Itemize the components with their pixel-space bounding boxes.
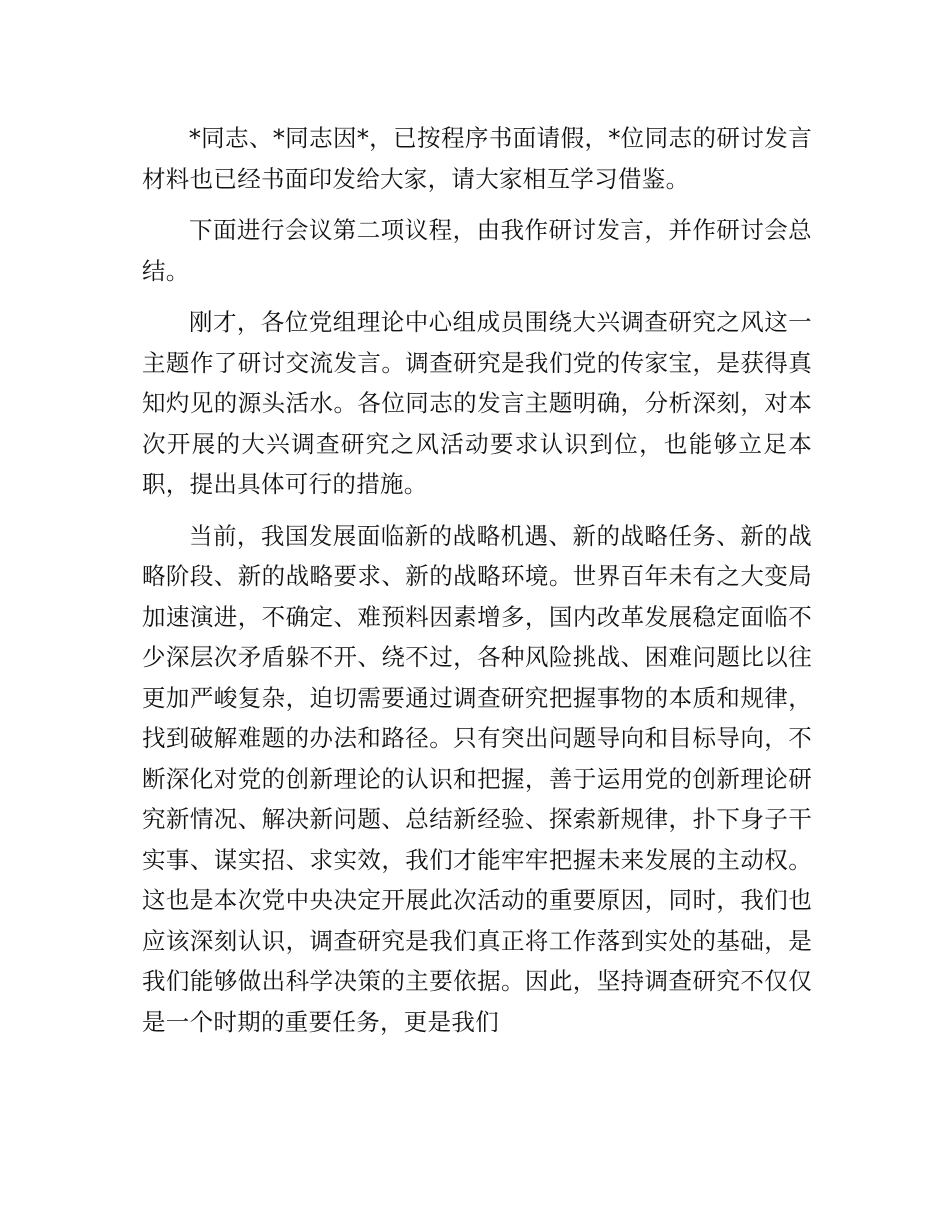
- paragraph-current-situation: 当前，我国发展面临新的战略机遇、新的战略任务、新的战略阶段、新的战略要求、新的战略环境。世界百年未有之大变局加速演进，不确定、难预料因素增多，国内改革发展稳定面临不少深层次矛盾躲不开、绕不过，各种风险挑战、困难问题比以往更加严峻复杂，迫切需要通过调查研究把握事物的本质和规律，找到破解难题的办法和路径。只有突出问题导向和目标导向，不断深化对党的创新理论的认识和把握，善于运用党的创新理论研究新情况、解决新问题、总结新经验、探索新规律，扑下身子干实事、谋实招、求实效，我们才能牢牢把握未来发展的主动权。这也是本次党中央决定开展此次活动的重要原因，同时，我们也应该深刻认识，调查研究是我们真正将工作落到实处的基础，是我们能够做出科学决策的主要依据。因此，坚持调查研究不仅仅是一个时期的重要任务，更是我们: [142, 521, 812, 1036]
- document-body: [142, 118, 812, 1042]
- paragraph-agenda-item: 下面进行会议第二项议程，由我作研讨发言，并作研讨会总结。: [142, 216, 812, 285]
- paragraph-discussion-summary: 刚才，各位党组理论中心组成员围绕大兴调查研究之风这一主题作了研讨交流发言。调查研究是我们党的传家宝，是获得真知灼见的源头活水。各位同志的发言主题明确，分析深刻，对本次开展的大兴调查研究之风活动要求认识到位，也能够立足本职，提出具体可行的措施。: [142, 308, 812, 498]
- paragraph-leave-notice: *同志、*同志因*，已按程序书面请假，*位同志的研讨发言材料也已经书面印发给大家，请大家相互学习借鉴。: [142, 124, 812, 193]
